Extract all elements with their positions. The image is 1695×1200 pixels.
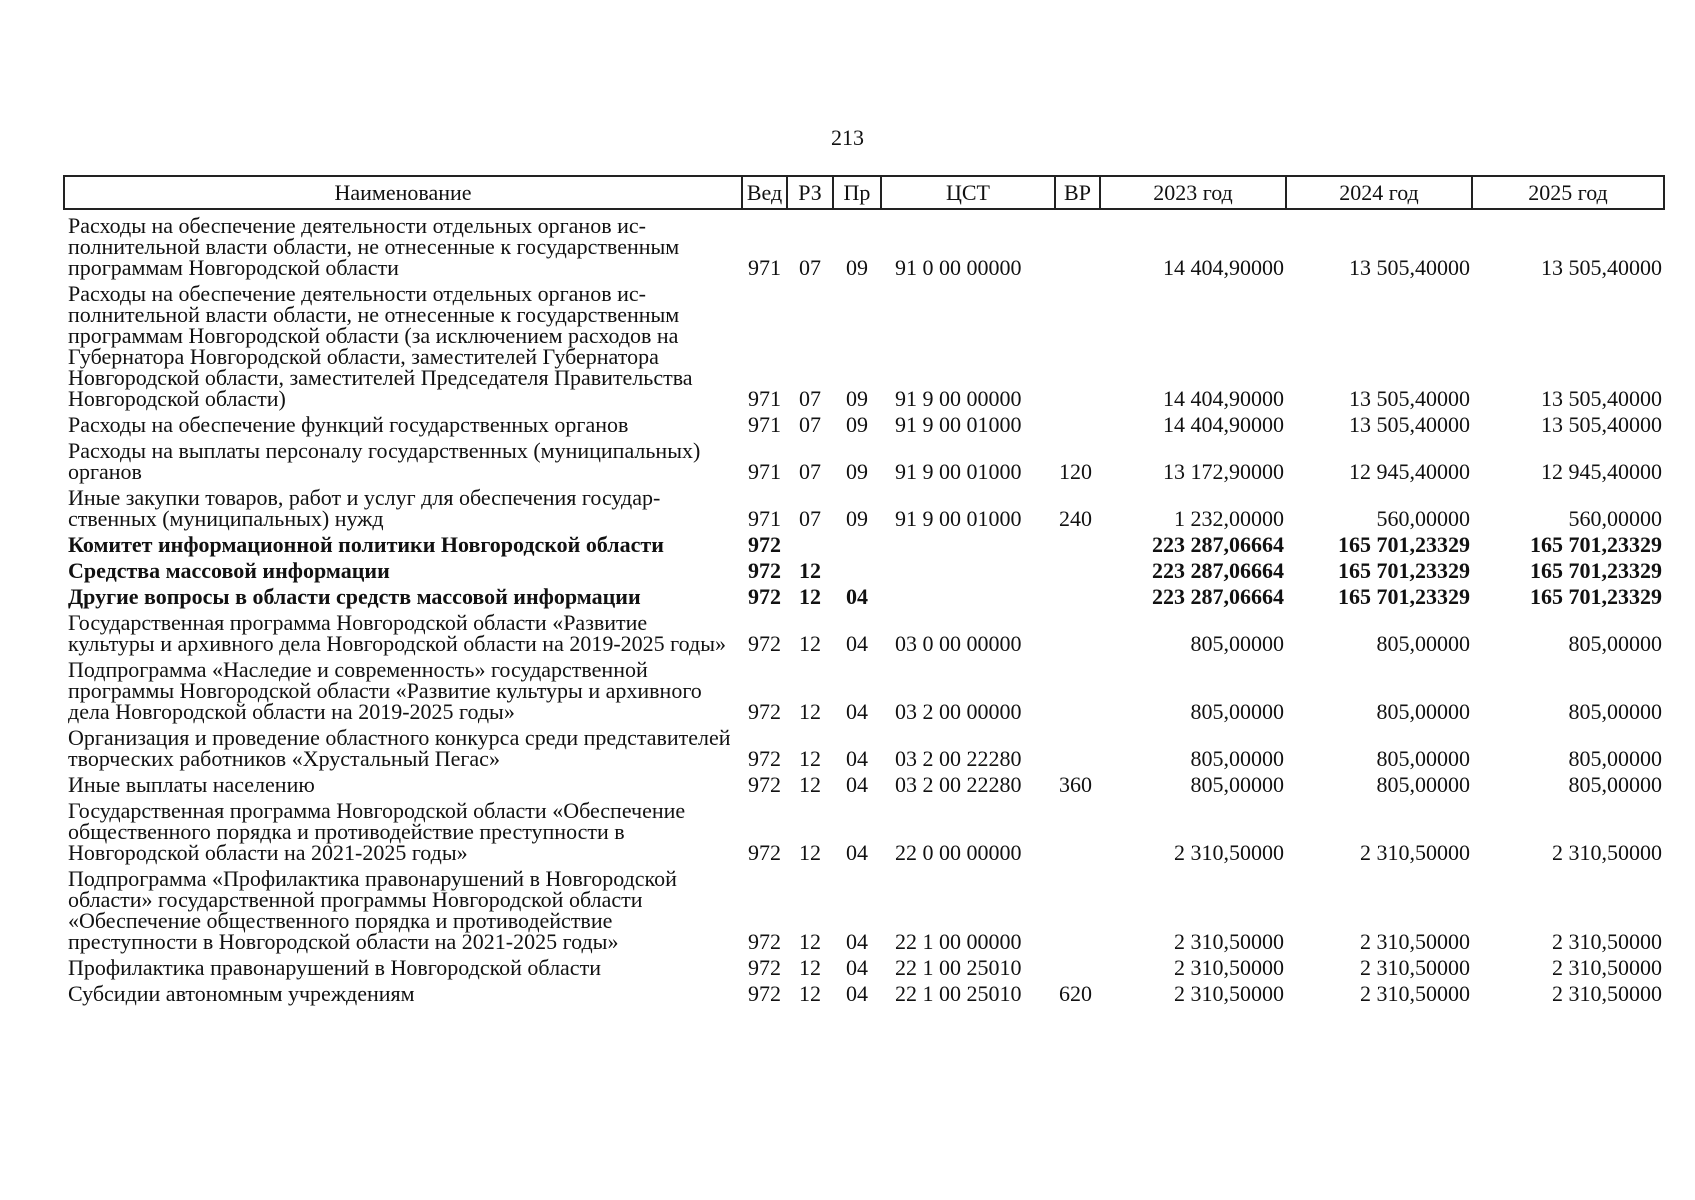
cell-ved: 971 — [748, 255, 781, 280]
cell-vr — [1055, 722, 1100, 769]
cell-2025: 2 310,50000 — [1552, 840, 1662, 865]
cell-2024: 560,00000 — [1376, 506, 1470, 531]
table-row — [64, 863, 1664, 952]
table-row — [64, 722, 1664, 769]
cell-rz: 12 — [799, 929, 821, 954]
cell-2023: 1 232,00000 — [1174, 506, 1284, 531]
cell-name: Субсидии автономным учреждениям — [68, 981, 415, 1006]
table-row — [64, 435, 1664, 482]
table-row — [64, 952, 1664, 978]
cell-2024: 12 945,40000 — [1349, 459, 1470, 484]
cell-name: Иные закупки товаров, работ и услуг для обеспечения государственных (муниципальных) нужд — [68, 485, 661, 531]
cell-2024: 805,00000 — [1376, 772, 1470, 797]
header-row — [64, 176, 1664, 209]
table-row — [64, 769, 1664, 795]
cell-2023: 805,00000 — [1190, 746, 1284, 771]
cell-vr — [1055, 278, 1100, 409]
cell-cst: 03 2 00 22280 — [895, 746, 1022, 771]
cell-ved: 972 — [748, 746, 781, 771]
cell-rz: 07 — [799, 412, 821, 437]
cell-name: Государственная программа Новгородской области «Развитие культуры и архивного дела Новгородской области на 2019-2025 годы» — [68, 610, 726, 656]
cell-cst: 03 0 00 00000 — [895, 631, 1022, 656]
cell-ved: 971 — [748, 506, 781, 531]
cell-2023: 2 310,50000 — [1174, 840, 1284, 865]
header-name: Наименование — [64, 176, 742, 209]
cell-rz: 07 — [799, 386, 821, 411]
cell-2023: 805,00000 — [1190, 772, 1284, 797]
cell-ved: 972 — [748, 772, 781, 797]
cell-2023: 2 310,50000 — [1174, 929, 1284, 954]
cell-cst: 03 2 00 00000 — [895, 699, 1022, 724]
cell-pr: 04 — [846, 584, 868, 609]
cell-2024: 13 505,40000 — [1349, 386, 1470, 411]
cell-name: Другие вопросы в области средств массовой информации — [68, 584, 641, 609]
cell-ved: 972 — [748, 929, 781, 954]
cell-2023: 13 172,90000 — [1163, 459, 1284, 484]
cell-name: Расходы на выплаты персоналу государственных (муниципальных) органов — [68, 438, 701, 484]
cell-ved: 972 — [748, 532, 781, 557]
cell-vr — [1055, 795, 1100, 863]
header-2025: 2025 год — [1472, 176, 1664, 209]
cell-pr: 09 — [846, 255, 868, 280]
cell-rz: 12 — [799, 772, 821, 797]
cell-pr: 09 — [846, 506, 868, 531]
cell-2023: 223 287,06664 — [1152, 558, 1284, 583]
cell-cst — [881, 581, 1055, 607]
cell-rz: 12 — [799, 631, 821, 656]
cell-ved: 972 — [748, 981, 781, 1006]
cell-2025: 165 701,23329 — [1530, 558, 1662, 583]
table-row — [64, 795, 1664, 863]
cell-ved: 971 — [748, 412, 781, 437]
cell-2025: 805,00000 — [1568, 746, 1662, 771]
cell-2024: 2 310,50000 — [1360, 929, 1470, 954]
cell-name: Расходы на обеспечение деятельности отдельных органов исполнительной власти области, не отнесенные к государственным программам Новгородской области — [68, 213, 680, 280]
cell-2024: 805,00000 — [1376, 746, 1470, 771]
cell-rz: 12 — [799, 955, 821, 980]
cell-2025: 13 505,40000 — [1541, 255, 1662, 280]
cell-ved: 972 — [748, 699, 781, 724]
cell-name: Иные выплаты населению — [68, 772, 315, 797]
cell-name: Подпрограмма «Профилактика правонарушений в Новгородской области» государственной программы Новгородской области «Обеспечение общественного порядка и противодействие преступности в Новгородской области на 2021-2025 годы» — [68, 866, 677, 954]
cell-2024: 13 505,40000 — [1349, 255, 1470, 280]
cell-2023: 2 310,50000 — [1174, 981, 1284, 1006]
cell-2025: 2 310,50000 — [1552, 955, 1662, 980]
cell-2023: 2 310,50000 — [1174, 955, 1284, 980]
cell-ved: 971 — [748, 459, 781, 484]
header-cst: ЦСТ — [881, 176, 1055, 209]
cell-cst: 91 9 00 01000 — [895, 506, 1022, 531]
cell-ved: 971 — [748, 386, 781, 411]
cell-2025: 2 310,50000 — [1552, 929, 1662, 954]
cell-cst: 03 2 00 22280 — [895, 772, 1022, 797]
cell-vr — [1055, 581, 1100, 607]
cell-2025: 12 945,40000 — [1541, 459, 1662, 484]
cell-2025: 13 505,40000 — [1541, 412, 1662, 437]
cell-2023: 223 287,06664 — [1152, 532, 1284, 557]
cell-rz: 07 — [799, 459, 821, 484]
cell-pr: 09 — [846, 412, 868, 437]
cell-rz: 12 — [799, 981, 821, 1006]
table-row — [64, 278, 1664, 409]
table-header — [64, 176, 1664, 209]
cell-2024: 2 310,50000 — [1360, 840, 1470, 865]
cell-cst: 91 0 00 00000 — [895, 255, 1022, 280]
cell-2023: 14 404,90000 — [1163, 386, 1284, 411]
cell-ved: 972 — [748, 558, 781, 583]
cell-rz: 07 — [799, 255, 821, 280]
cell-2025: 165 701,23329 — [1530, 584, 1662, 609]
cell-cst — [881, 529, 1055, 555]
cell-2023: 805,00000 — [1190, 699, 1284, 724]
cell-name: Расходы на обеспечение деятельности отдельных органов исполнительной власти области, не отнесенные к государственным программам Новгородской области (за исключением расходов на Губернатора Новгородской области, заместителей Губернатора Новгородской области, заместителей Председателя Правительства Новгородской области) — [68, 281, 693, 411]
cell-ved: 972 — [748, 955, 781, 980]
cell-name: Комитет информационной политики Новгородской области — [68, 532, 664, 557]
cell-rz: 12 — [799, 584, 821, 609]
cell-pr: 09 — [846, 386, 868, 411]
table-row — [64, 529, 1664, 555]
cell-pr: 04 — [846, 840, 868, 865]
table-row — [64, 654, 1664, 722]
cell-name: Государственная программа Новгородской области «Обеспечение общественного порядка и противодействие преступности в Новгородской области на 2021-2025 годы» — [68, 798, 686, 865]
cell-cst — [881, 555, 1055, 581]
cell-2025: 805,00000 — [1568, 772, 1662, 797]
cell-cst: 91 9 00 01000 — [895, 412, 1022, 437]
cell-2024: 2 310,50000 — [1360, 981, 1470, 1006]
cell-rz — [787, 529, 833, 555]
table-row — [64, 581, 1664, 607]
cell-cst: 22 0 00 00000 — [895, 840, 1022, 865]
header-vr: ВР — [1055, 176, 1100, 209]
table-row — [64, 209, 1664, 278]
cell-pr — [833, 529, 881, 555]
cell-vr — [1055, 654, 1100, 722]
cell-2025: 2 310,50000 — [1552, 981, 1662, 1006]
cell-rz: 12 — [799, 746, 821, 771]
header-2024: 2024 год — [1286, 176, 1472, 209]
cell-ved: 972 — [748, 584, 781, 609]
cell-vr: 240 — [1059, 506, 1092, 531]
table-row — [64, 555, 1664, 581]
cell-2025: 805,00000 — [1568, 631, 1662, 656]
cell-2024: 805,00000 — [1376, 631, 1470, 656]
table-body — [64, 209, 1664, 1004]
cell-pr: 04 — [846, 746, 868, 771]
cell-name: Расходы на обеспечение функций государственных органов — [68, 412, 629, 437]
cell-rz: 12 — [799, 699, 821, 724]
header-rz: РЗ — [787, 176, 833, 209]
cell-2024: 2 310,50000 — [1360, 955, 1470, 980]
cell-vr: 620 — [1059, 981, 1092, 1006]
cell-vr — [1055, 863, 1100, 952]
cell-vr: 360 — [1059, 772, 1092, 797]
cell-vr — [1055, 555, 1100, 581]
cell-2024: 165 701,23329 — [1338, 584, 1470, 609]
cell-name: Подпрограмма «Наследие и современность» государственной программы Новгородской области «Развитие культуры и архивного дела Новгородской области на 2019-2025 годы» — [68, 657, 702, 724]
cell-vr — [1055, 952, 1100, 978]
page-number: 213 — [831, 125, 864, 150]
cell-vr — [1055, 409, 1100, 435]
table-row — [64, 482, 1664, 529]
cell-cst: 22 1 00 25010 — [895, 955, 1022, 980]
cell-2025: 165 701,23329 — [1530, 532, 1662, 557]
cell-pr: 04 — [846, 981, 868, 1006]
table-row — [64, 607, 1664, 654]
cell-pr — [833, 555, 881, 581]
cell-pr: 04 — [846, 772, 868, 797]
header-ved: Вед — [742, 176, 787, 209]
table-row — [64, 409, 1664, 435]
cell-rz: 12 — [799, 558, 821, 583]
cell-pr: 04 — [846, 699, 868, 724]
cell-vr — [1055, 209, 1100, 278]
cell-2023: 14 404,90000 — [1163, 255, 1284, 280]
cell-ved: 972 — [748, 840, 781, 865]
cell-2024: 165 701,23329 — [1338, 558, 1470, 583]
cell-2025: 805,00000 — [1568, 699, 1662, 724]
cell-name: Средства массовой информации — [68, 558, 390, 583]
cell-pr: 04 — [846, 631, 868, 656]
cell-cst: 91 9 00 00000 — [895, 386, 1022, 411]
header-2023: 2023 год — [1100, 176, 1286, 209]
cell-pr: 04 — [846, 955, 868, 980]
cell-2025: 13 505,40000 — [1541, 386, 1662, 411]
cell-cst: 22 1 00 25010 — [895, 981, 1022, 1006]
header-pr: Пр — [833, 176, 881, 209]
cell-rz: 07 — [799, 506, 821, 531]
cell-2025: 560,00000 — [1568, 506, 1662, 531]
cell-2023: 223 287,06664 — [1152, 584, 1284, 609]
cell-2024: 805,00000 — [1376, 699, 1470, 724]
cell-name: Организация и проведение областного конкурса среди представителей творческих работников «Хрустальный Пегас» — [68, 725, 731, 771]
cell-vr — [1055, 607, 1100, 654]
budget-table — [63, 175, 1665, 1004]
cell-cst: 91 9 00 01000 — [895, 459, 1022, 484]
cell-2023: 805,00000 — [1190, 631, 1284, 656]
cell-2023: 14 404,90000 — [1163, 412, 1284, 437]
cell-2024: 13 505,40000 — [1349, 412, 1470, 437]
cell-vr: 120 — [1059, 459, 1092, 484]
cell-pr: 04 — [846, 929, 868, 954]
cell-cst: 22 1 00 00000 — [895, 929, 1022, 954]
table-row — [64, 978, 1664, 1004]
cell-pr: 09 — [846, 459, 868, 484]
cell-name: Профилактика правонарушений в Новгородской области — [68, 955, 601, 980]
cell-2024: 165 701,23329 — [1338, 532, 1470, 557]
cell-ved: 972 — [748, 631, 781, 656]
cell-vr — [1055, 529, 1100, 555]
cell-rz: 12 — [799, 840, 821, 865]
